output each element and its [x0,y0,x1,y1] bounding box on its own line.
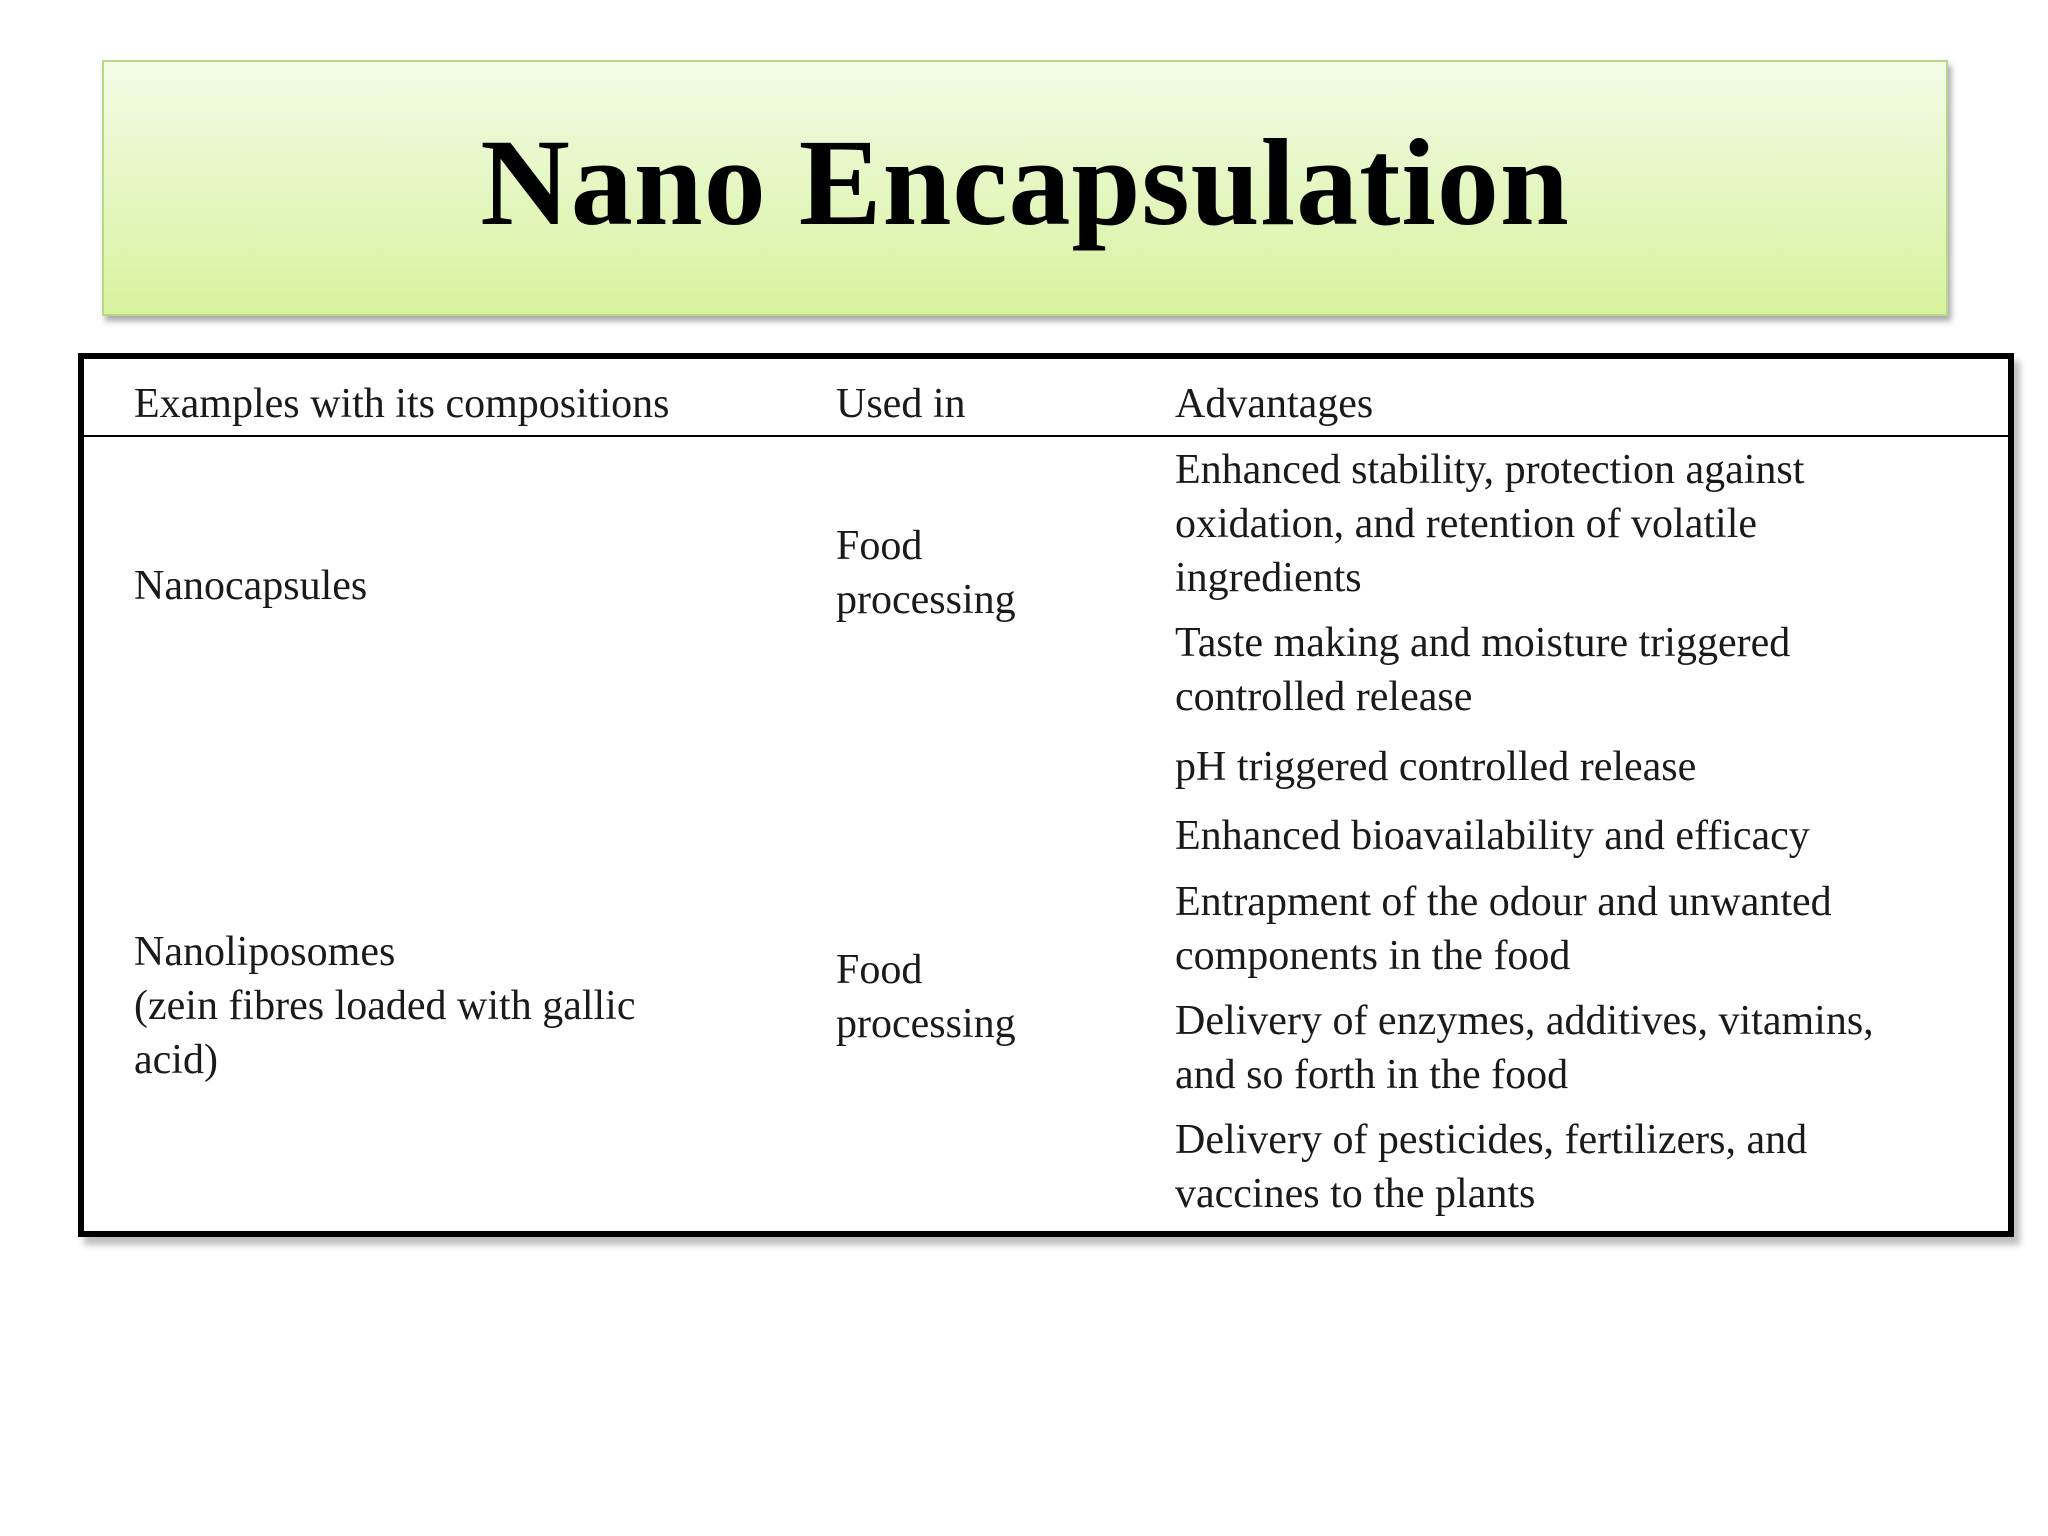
row-1-advantage-3-line-1: pH triggered controlled release [1175,744,1697,790]
row-2-advantage-3-line-2: and so forth in the food [1175,1052,1569,1098]
row-1-example-line-1: Nanocapsules [134,563,368,609]
title-banner [102,60,1948,316]
row-1-advantage-1-line-2: oxidation, and retention of volatile [1175,501,1758,547]
header-examples: Examples with its compositions [134,381,670,427]
row-2-advantage-3-line-1: Delivery of enzymes, additives, vitamins, [1175,998,1874,1044]
row-2-example-line-2: (zein fibres loaded with gallic [134,983,636,1029]
row-2-used-in-line-2: processing [836,1001,1016,1047]
row-2-used-in-line-1: Food [836,947,923,993]
header-divider [84,435,2008,437]
row-1-used-in-line-1: Food [836,523,923,569]
header-used-in: Used in [836,381,966,427]
row-2-advantage-1-line-1: Enhanced bioavailability and efficacy [1175,813,1810,859]
row-2-example-line-3: acid) [134,1037,218,1083]
row-2-example-line-1: Nanoliposomes [134,929,396,975]
row-1-advantage-2-line-1: Taste making and moisture triggered [1175,620,1791,666]
slide-title: Nano Encapsulation [480,114,1570,251]
row-2-advantage-2-line-2: components in the food [1175,933,1571,979]
row-1-used-in-line-2: processing [836,577,1016,623]
row-2-advantage-2-line-1: Entrapment of the odour and unwanted [1175,879,1832,925]
row-2-advantage-4-line-2: vaccines to the plants [1175,1171,1536,1217]
header-advantages: Advantages [1175,381,1374,427]
encapsulation-table [78,353,2014,1237]
row-1-advantage-1-line-1: Enhanced stability, protection against [1175,447,1805,493]
row-2-advantage-4-line-1: Delivery of pesticides, fertilizers, and [1175,1117,1808,1163]
row-1-advantage-1-line-3: ingredients [1175,555,1362,601]
row-1-advantage-2-line-2: controlled release [1175,674,1473,720]
